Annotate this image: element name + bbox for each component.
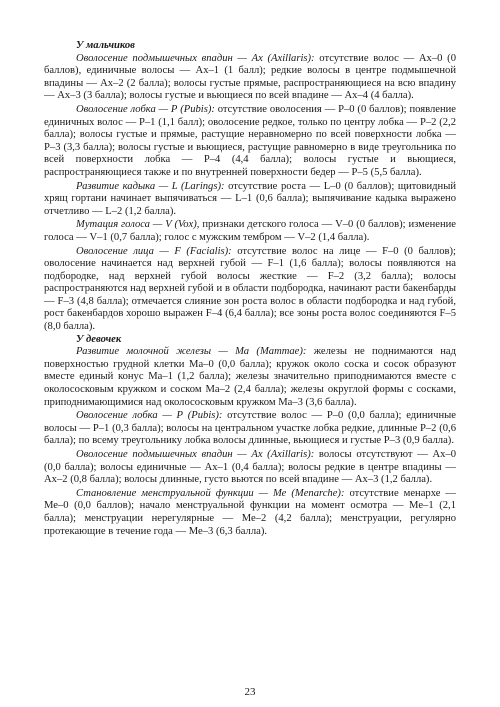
girls-paragraph-mammae [44, 346, 456, 409]
paragraph-text: железы не поднимаются над поверхностью грудной клетки Ма–0 (0,0 балла); кружок около соска и сосок образуют вместе единый конус Ма–1 (1,2 балла); железы значительно приподнимаются вместе с околососковым кружком и соском Ма–2 (2,4 балла); железы округлой формы с сосками, приподнимающимися над околососковым кружком Ма–3 (3,6 балла). [44, 346, 456, 408]
girls-paragraph-pubis [44, 410, 456, 448]
boys-paragraph-vox [44, 219, 456, 244]
paragraph-text: отсутствие волос — Ах–0 (0 баллов), единичные волосы — Ах–1 (1 балл); редкие волосы в центре подмышечной впадины — Ах–2 (2 балла); волосы густые прямые, распространяющиеся на всю впадину — Ах–3 (3 балла); волосы густые и вьющиеся по всей впадине — Ах–4 (4 балла). [44, 52, 456, 102]
page-number: 23 [244, 686, 256, 698]
girls-heading: У девочек [76, 333, 122, 345]
page-content [44, 40, 456, 538]
girls-paragraph-axillaris [44, 449, 456, 487]
term-label: Развитие кадыка — L (Larings): [76, 180, 225, 192]
term-label: Мутация голоса — V (Vox), [76, 219, 200, 231]
paragraph-text: отсутствие оволосения — Р–0 (0 баллов); появление единичных волос — Р–1 (1,1 балл); оволосение редкое, только по центру лобка — Р–2 (2,2 балла); волосы густые и прямые, растущие неравномерно по всей поверхности лобка — Р–3 (3,3 балла); волосы густые и вьющиеся, растущие равномерно в виде треугольника по всей поверхности лобка — Р–4 (4,4 балла); волосы густые и вьющиеся, распространяющиеся также и по внутренней поверхности бедер — Р–5 (5,5 балла). [44, 103, 456, 178]
paragraph-text: отсутствие менархе — Ме–0 (0,0 баллов); начало менструальной функции на момент осмотра — Ме–1 (2,1 балла); менструации нерегулярные — Ме–2 (4,2 балла); менструации, регулярно протекающие в течение года — Ме–3 (6,3 балла). [44, 487, 456, 537]
paragraph-text: отсутствие волос — Р–0 (0,0 балла); единичные волосы — Р–1 (0,3 балла); волосы на центральном участке лобка редкие, длинные Р–2 (0,6 балла); по всему треугольнику лобка волосы длинные, вьющиеся и густые Р–3 (0,9 балла). [44, 410, 456, 447]
paragraph-text: признаки детского голоса — V–0 (0 баллов); изменение голоса — V–1 (0,7 балла); голос с мужским тембром — V–2 (1,4 балла). [44, 219, 456, 243]
paragraph-text: волосы отсутствуют — Ах–0 (0,0 балла); волосы единичные — Ах–1 (0,4 балла); волосы редкие в центре впадины — Ах–2 (0,8 балла); волосы длинные, густо вьются по всей впадине — Ах–3 (1,2 балла). [44, 449, 456, 486]
boys-paragraph-axillaris [44, 53, 456, 103]
paragraph-text: отсутствие роста — L–0 (0 баллов); щитовидный хрящ гортани начинает выпячиваться — L–1 (0,6 балла); выпячивание кадыка выражено отчетливо — L–2 (1,2 балла). [44, 180, 456, 217]
boys-heading: У мальчиков [76, 40, 135, 51]
paragraph-text: отсутствие волос на лице — F–0 (0 баллов); оволосение начинается над верхней губой — F–1 (1,6 балла); волосы появляются на подбородке, над верхней губой волосы жесткие — F–2 (3,2 балла); волосы распространяются над верхней губой и в области подбородка, начинают расти бакенбарды — F–3 (4,8 балла); отмечается слияние зон роста волос в области подбородка и над губой, рост бакенбардов хорошо выражен F–4 (6,4 балла); все зоны роста волос соединяются F–5 (8,0 балла). [44, 245, 456, 333]
boys-paragraph-larings [44, 181, 456, 219]
boys-paragraph-pubis [44, 104, 456, 180]
term-label: Становление менструальной функции — Ме (Menarche): [76, 487, 345, 499]
term-label: Развитие молочной железы — Ма (Mammae): [76, 346, 307, 358]
term-label: Оволосение подмышечных впадин — Ах (Axillaris): [76, 449, 315, 460]
girls-paragraph-menarche [44, 488, 456, 538]
term-label: Оволосение лобка — Р (Pubis): [76, 410, 223, 422]
term-label: Оволосение лица — F (Facialis): [76, 245, 232, 257]
term-label: Оволосение подмышечных впадин — Ах (Axillaris): [76, 52, 315, 64]
boys-paragraph-facialis [44, 246, 456, 334]
term-label: Оволосение лобка — Р (Pubis): [76, 103, 215, 115]
